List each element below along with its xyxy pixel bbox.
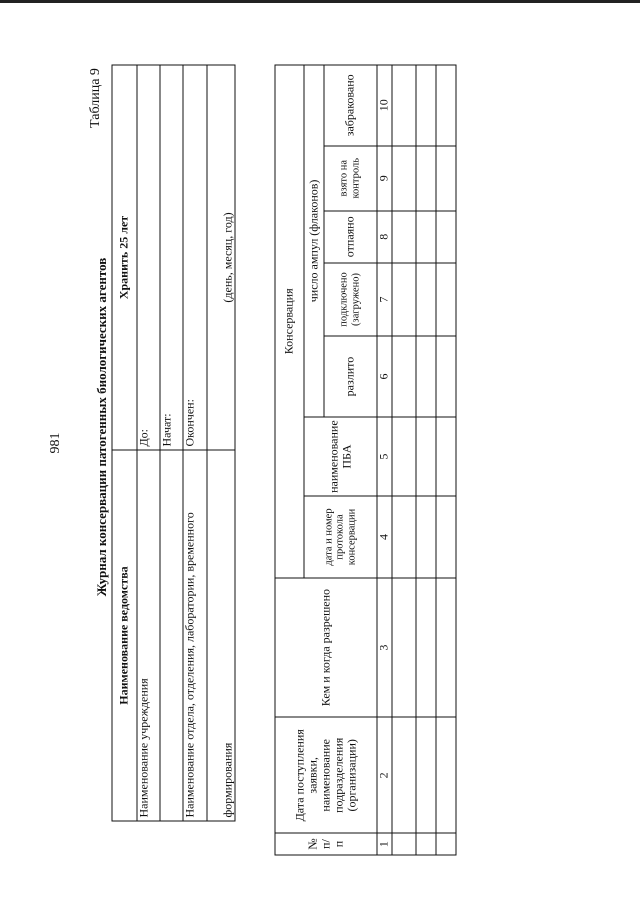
journal-title: Журнал консервации патогенных биологических агентов	[94, 257, 109, 597]
column-number: 1	[377, 833, 392, 855]
col-header-date: Дата поступления заявки, наименование подразделения (организации)	[275, 717, 377, 833]
col-header-rejected: забраковано	[324, 65, 377, 146]
table-row	[392, 65, 416, 855]
page-number: 981	[48, 432, 63, 454]
column-number: 7	[377, 263, 392, 337]
col-header-control: взято на контроль	[324, 146, 377, 211]
column-number: 3	[377, 578, 392, 718]
col-header-ampoules: число ампул (флаконов)	[304, 65, 324, 417]
table-row	[436, 65, 456, 855]
info-header-left: Наименование ведомства	[112, 450, 137, 821]
until-label: До:	[137, 65, 160, 450]
institution-value	[160, 450, 183, 821]
started-label: Начат:	[160, 65, 183, 450]
column-number: 5	[377, 417, 392, 497]
info-table	[111, 65, 235, 822]
col-header-conservation: Консервация	[275, 65, 304, 578]
column-number: 6	[377, 336, 392, 417]
col-header-sealed: подключено (загружено)	[324, 263, 377, 337]
column-number: 8	[377, 211, 392, 263]
col-header-pba: наименование ПБА	[304, 417, 377, 497]
column-number: 2	[377, 717, 392, 833]
conservation-table	[274, 65, 456, 856]
table-row	[416, 65, 436, 855]
table-number: Таблица 9	[88, 68, 103, 128]
col-header-who: Кем и когда разрешено	[275, 578, 377, 718]
column-number: 9	[377, 146, 392, 211]
institution-label: Наименование учреждения	[137, 450, 160, 821]
column-number: 4	[377, 496, 392, 577]
ended-label: Окончен:	[183, 65, 207, 450]
col-header-number: № п/п	[275, 833, 377, 855]
department-label: Наименование отдела, отделения, лаборатории, временного	[183, 450, 207, 821]
info-header-right: Хранить 25 лет	[112, 65, 137, 450]
formation-label: формирования	[207, 450, 235, 821]
col-header-poured: разлито	[324, 336, 377, 417]
col-header-protocol: дата и номер протокола консервации	[304, 496, 377, 577]
col-header-soldered: отпаяно	[324, 211, 377, 263]
date-format-hint: (день, месяц, год)	[207, 65, 235, 450]
column-number: 10	[377, 65, 392, 146]
